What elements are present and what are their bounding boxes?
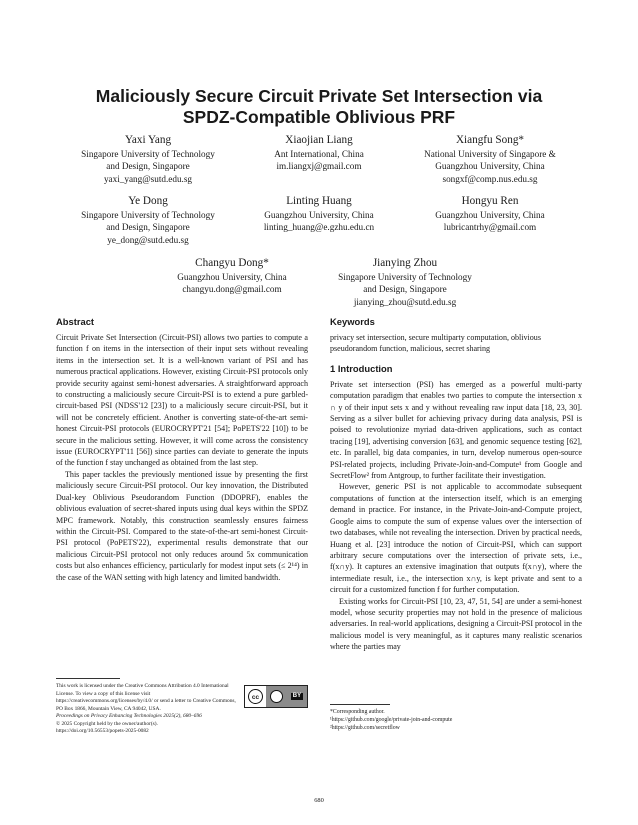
intro-paragraph: Private set intersection (PSI) has emerged as a powerful multi-party computation paradigm that enables two parties to compute the intersection x ∩ y of their input sets x and y without revealing raw input data [18, 23, 30]. Serving as a silver bullet for achieving privacy during data analysis, PSI is poised to revolutionize myriad data-driven applications, such as contact tracing [19], advertising conversion [63], and genomic sequence testing [62], etc. In parallel, big data companies, in turn, develop numerous open-source PSI-related projects, including Private-Join-and-Compute¹ from Google and SecretFlow² from Antgroup, to further facilitate their investigation.: [330, 379, 582, 481]
author-affiliation: Ant International, China: [274, 149, 364, 159]
author-name: Ye Dong: [128, 195, 168, 207]
author-affiliation: Guangzhou University, China: [435, 210, 545, 220]
author-block: [231, 133, 407, 173]
title-line-1: Maliciously Secure Circuit Private Set Intersection via: [95, 86, 543, 106]
author-affiliation: National University of Singapore &: [424, 149, 556, 159]
author-block: [402, 133, 578, 185]
section-heading-introduction: 1 Introduction: [330, 362, 393, 374]
author-affiliation: Singapore University of Technology: [81, 149, 215, 159]
copyright-line: © 2025 Copyright held by the owner/author(s).: [56, 720, 158, 727]
license-rule: [56, 678, 120, 679]
author-affiliation: Singapore University of Technology: [81, 210, 215, 220]
by-label: BY: [292, 692, 302, 699]
footnote-link[interactable]: ¹https://github.com/google/private-join-and-compute: [330, 716, 453, 723]
doi-link[interactable]: https://doi.org/10.56553/popets-2025-0082: [56, 728, 149, 734]
author-email: yaxi_yang@sutd.edu.sg: [103, 173, 193, 184]
author-affiliation: and Design, Singapore: [106, 161, 190, 172]
author-email: songxf@comp.nus.edu.sg: [442, 173, 538, 184]
page-number: 680: [314, 797, 324, 804]
author-affiliation: Guangzhou University, China: [264, 210, 374, 220]
abstract-paragraph: This paper tackles the previously mentioned issue by presenting the first maliciously secure Circuit-PSI protocol. Our key innovation, the Distributed Dual-key Oblivious Pseudorandom Function (DDOPRF), enables the oblivious evaluation of secret-shared inputs using dual keys within the SPDZ MPC framework. Notably, this construction seamlessly ensures fairness within the Circuit-PSI. Compared to the state-of-the-art semi-honest Circuit-PSI protocol (PoPETS'22), experimental results demonstrate that our malicious Circuit-PSI protocol not only reduces around 5x communication costs but also enhances efficiency, particularly for modest input sets (≤ 2¹⁴) in the case of the WAN setting with high latency and limited bandwidth.: [56, 469, 308, 582]
author-name: Hongyu Ren: [461, 195, 519, 207]
footnote-rule: [330, 704, 390, 705]
keywords-text: privacy set intersection, secure multiparty computation, oblivious pseudorandom function, malicious, secret sharing: [330, 333, 541, 354]
author-email: lubricantrhy@gmail.com: [443, 222, 537, 233]
license-text: This work is licensed under the Creative Commons Attribution 4.0 International License. To view a copy of this license visit https://creativecommons.org/licenses/by/4.0/ or send a letter to Creative Commons, PO Box 1866, Mountain View, CA 94042, USA.: [56, 683, 236, 712]
author-name: Yaxi Yang: [124, 134, 172, 146]
author-block: [402, 194, 578, 234]
author-email: ye_dong@sutd.edu.sg: [107, 234, 189, 245]
attribution-icon: [270, 690, 283, 703]
title-line-2: SPDZ-Compatible Oblivious PRF: [182, 107, 456, 127]
intro-paragraph: Existing works for Circuit-PSI [10, 23, 47, 51, 54] are under a semi-honest model, whose security properties may not hold in the presence of malicious adversaries. In real-world applications, designing a Circuit-PSI protocol in the malicious model is very meaningful, as it captures many realistic scenarios where the parties may: [330, 596, 582, 652]
paper-title: [0, 86, 638, 128]
cc-by-badge[interactable]: [244, 685, 308, 708]
author-affiliation: and Design, Singapore: [106, 222, 190, 233]
author-name: Jianying Zhou: [372, 257, 438, 269]
intro-paragraph: However, generic PSI is not applicable to accommodate subsequent computations of function at the intersection itself, which is an emerging demand in practice. For instance, in the Private-Join-and-Compute project, Google aims to compute the sum of expense values over the intersection of two databases, while not revealing the intersection. Driven by practical needs, Huang et al. [23] introduce the notion of Circuit-PSI, which can support arbitrary secure computations over the intersection of private sets, i.e., f(x∩y). It captures an extensive imagination that outputs f(x∩y), where the intermediate result, i.e., the intersection x∩y, is kept private and sent to a circuit for a customized function f for further computation.: [330, 482, 582, 595]
footnotes: [330, 704, 582, 732]
author-affiliation: Singapore University of Technology: [338, 272, 472, 282]
abstract-paragraph: Circuit Private Set Intersection (Circuit-PSI) allows two parties to compute a function f on items in the intersection of their input sets without revealing items in the intersection set. It is a well-known variant of PSI and has numerous practical applications. However, existing Circuit-PSI protocols only provide security against semi-honest adversaries. A straightforward approach to constructing a maliciously secure Circuit-PSI is to extend a pure garbled-circuit-based PSI (NDSS'12 [23]) to a maliciously secure circuit-PSI, but it will not be concretely efficient. Another is converting state-of-the-art semi-honest Circuit-PSI protocols (EUROCRYPT'21 [54]; PoPETS'22 [10]) to be secure in the malicious setting. However, it will come across the consistency issue (EUROCRYPT'11 [56]) since parties can deviate to generate the inputs of the function f stay unchanged as obtained from the last step.: [56, 333, 308, 468]
abstract-heading: Abstract: [56, 316, 95, 327]
proceedings-line: Proceedings on Privacy Enhancing Technologies 2025(2), 680–696: [56, 713, 202, 719]
footnote: *Corresponding author.: [330, 709, 385, 715]
author-email: changyu.dong@gmail.com: [182, 284, 282, 295]
author-block: [144, 256, 320, 296]
author-email: linting_huang@e.gzhu.edu.cn: [263, 222, 375, 233]
author-name: Xiangfu Song*: [455, 134, 525, 146]
author-email: im.liangxj@gmail.com: [276, 161, 362, 172]
cc-icon: cc: [248, 689, 263, 704]
author-block: [60, 133, 236, 185]
author-affiliation: Guangzhou University, China: [177, 272, 287, 282]
author-block: [317, 256, 493, 308]
keywords-heading: Keywords: [330, 316, 375, 327]
author-affiliation: and Design, Singapore: [363, 284, 447, 295]
left-column: [56, 316, 308, 583]
author-email: jianying_zhou@sutd.edu.sg: [353, 296, 457, 307]
author-block: [60, 194, 236, 246]
license-block: [56, 683, 308, 736]
author-name: Linting Huang: [286, 195, 352, 207]
author-block: [231, 194, 407, 234]
author-name: Changyu Dong*: [195, 257, 269, 269]
footnote-link[interactable]: ²https://github.com/secretflow: [330, 724, 400, 731]
author-name: Xiaojian Liang: [285, 134, 353, 146]
author-affiliation: Guangzhou University, China: [435, 161, 545, 172]
right-column: [330, 316, 582, 653]
